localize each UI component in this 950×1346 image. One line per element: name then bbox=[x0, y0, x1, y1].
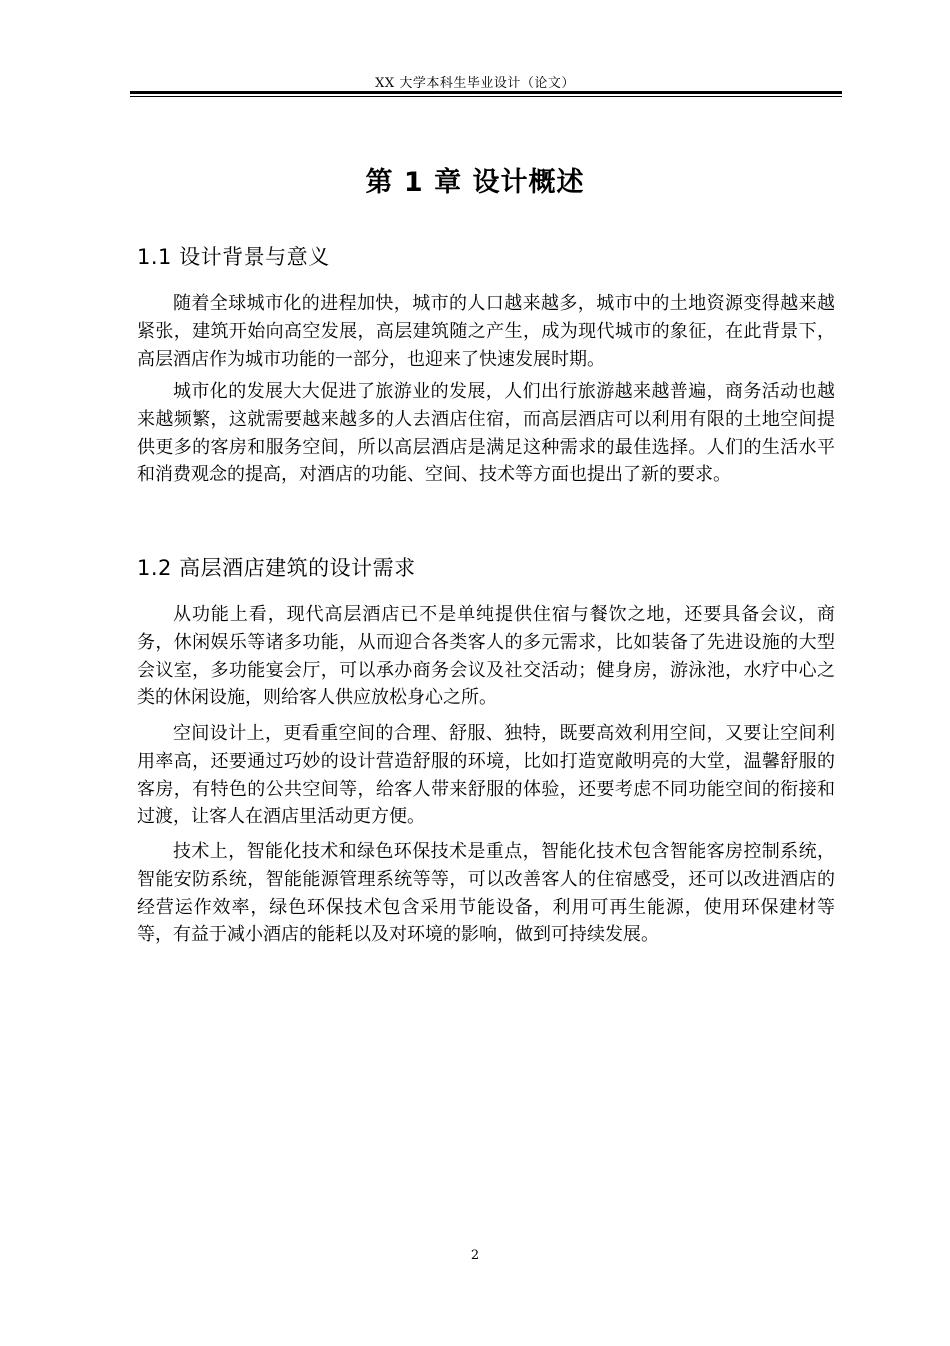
paragraph: 空间设计上，更看重空间的合理、舒服、独特，既要高效利用空间，又要让空间利用率高，还要通过巧妙的设计营造舒服的环境，比如打造宽敞明亮的大堂，温馨舒服的客房，有特色的公共空间等，给客人带来舒服的体验，还要考虑不同功能空间的衔接和过渡，让客人在酒店里活动更方便。 bbox=[137, 723, 835, 828]
running-header: XX 大学本科生毕业设计（论文） bbox=[375, 76, 575, 91]
paragraph: 从功能上看，现代高层酒店已不是单纯提供住宿与餐饮之地，还要具备会议，商务，休闲娱乐等诸多功能，从而迎合各类客人的多元需求，比如装备了先进设施的大型会议室，多功能宴会厅，可以承办商务会议及社交活动；健身房，游泳池，水疗中心之类的休闲设施，则给客人供应放松身心之所。 bbox=[137, 604, 835, 709]
paragraph: 城市化的发展大大促进了旅游业的发展，人们出行旅游越来越普遍，商务活动也越来越频繁，这就需要越来越多的人去酒店住宿，而高层酒店可以利用有限的土地空间提供更多的客房和服务空间，所以高层酒店是满足这种需求的最佳选择。人们的生活水平和消费观念的提高，对酒店的功能、空间、技术等方面也提出了新的要求。 bbox=[137, 381, 835, 486]
section-heading: 1.1 设计背景与意义 bbox=[137, 245, 330, 269]
header-rule bbox=[130, 91, 842, 94]
page-number: 2 bbox=[470, 1248, 480, 1263]
paragraph: 技术上，智能化技术和绿色环保技术是重点，智能化技术包含智能客房控制系统，智能安防系统，智能能源管理系统等等，可以改善客人的住宿感受，还可以改进酒店的经营运作效率，绿色环保技术包含采用节能设备，利用可再生能源，使用环保建材等等，有益于减小酒店的能耗以及对环境的影响，做到可持续发展。 bbox=[137, 841, 835, 946]
header-rule-thin bbox=[130, 96, 842, 97]
chapter-title: 第 1 章 设计概述 bbox=[365, 167, 585, 198]
paragraph: 随着全球城市化的进程加快，城市的人口越来越多，城市中的土地资源变得越来越紧张，建筑开始向高空发展，高层建筑随之产生，成为现代城市的象征，在此背景下，高层酒店作为城市功能的一部分，也迎来了快速发展时期。 bbox=[137, 293, 835, 370]
section-heading: 1.2 高层酒店建筑的设计需求 bbox=[137, 556, 416, 580]
